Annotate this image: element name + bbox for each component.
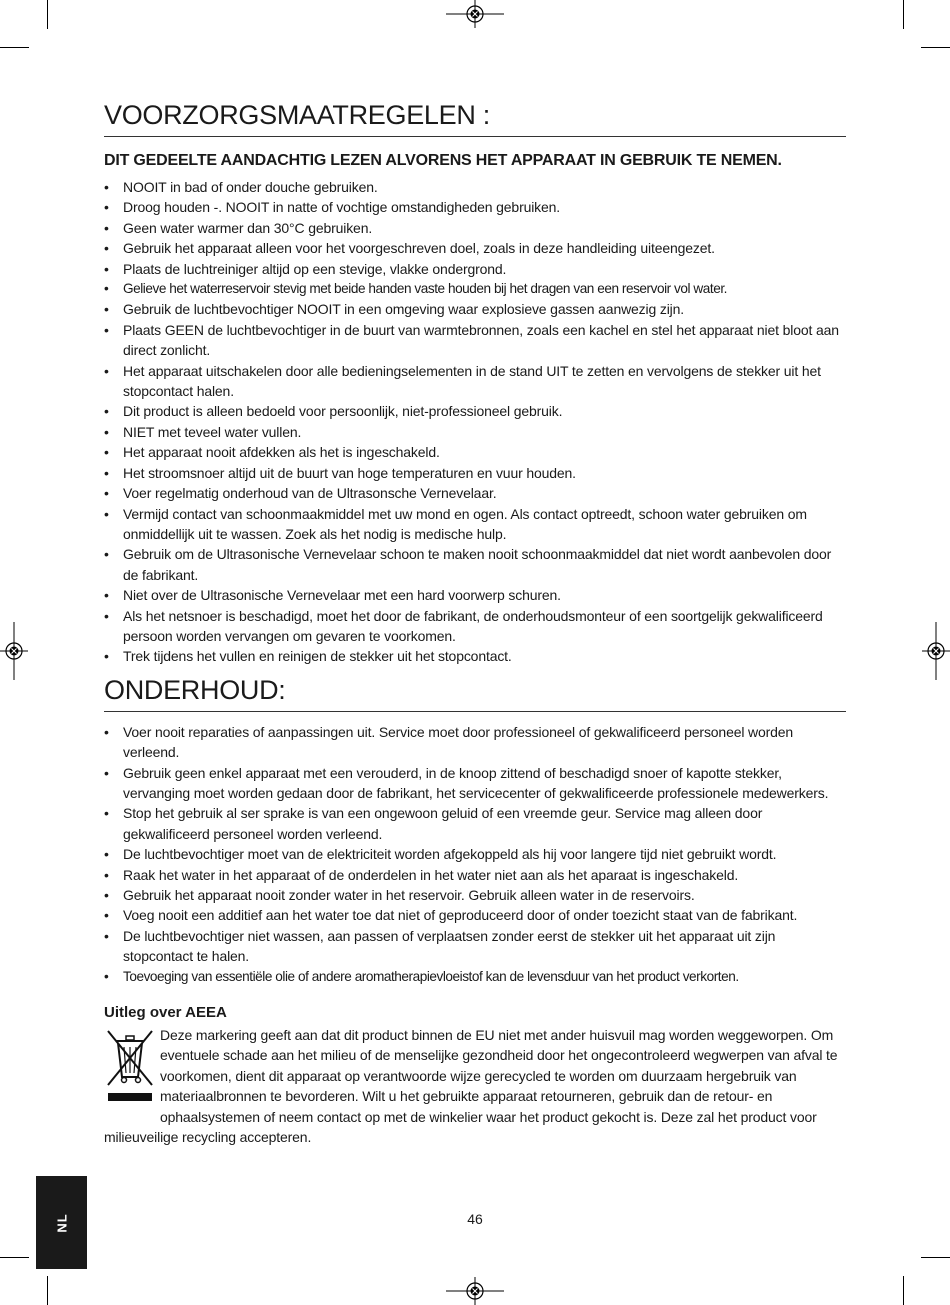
list-item: • Gebruik de luchtbevochtiger NOOIT in een omgeving waar explosieve gassen aanwezig zijn. (104, 299, 846, 319)
crop-mark (0, 1257, 29, 1258)
weee-title: Uitleg over AEEA (104, 1004, 227, 1022)
crop-mark (921, 1257, 950, 1258)
list-item: • Dit product is alleen bedoeld voor persoonlijk, niet-professioneel gebruik. (104, 401, 846, 421)
crop-mark (47, 0, 48, 29)
list-item: • Trek tijdens het vullen en reinigen de stekker uit het stopcontact. (104, 646, 846, 666)
list-item: • Droog houden -. NOOIT in natte of vochtige omstandigheden gebruiken. (104, 197, 846, 217)
crop-mark (0, 47, 29, 48)
crop-mark (903, 0, 904, 29)
list-item: • NOOIT in bad of onder douche gebruiken. (104, 177, 846, 197)
list-item: • Gebruik het apparaat alleen voor het voorgeschreven doel, zoals in deze handleiding uiteengezet. (104, 238, 846, 258)
precautions-title: VOORZORGSMAATREGELEN : (104, 98, 846, 137)
crop-mark (47, 1276, 48, 1305)
crop-mark (903, 1276, 904, 1305)
list-item: • Geen water warmer dan 30°C gebruiken. (104, 218, 846, 238)
list-item: • Niet over de Ultrasonische Vernevelaar met een hard voorwerp schuren. (104, 585, 846, 605)
list-item: • Voer nooit reparaties of aanpassingen uit. Service moet door professioneel of gekwalificeerd personeel worden verleend. (104, 722, 846, 763)
list-item: • Raak het water in het apparaat of de onderdelen in het water niet aan als het aparaat is ingeschakeld. (104, 865, 846, 885)
list-item: • Het stroomsnoer altijd uit de buurt van hoge temperaturen en vuur houden. (104, 463, 846, 483)
list-item: • Gelieve het waterreservoir stevig met beide handen vaste houden bij het dragen van een reservoir vol water. (104, 279, 846, 299)
page-content (104, 98, 846, 1147)
precautions-subtitle: DIT GEDEELTE AANDACHTIG LEZEN ALVORENS HET APPARAAT IN GEBRUIK TE NEMEN. (104, 152, 782, 169)
weee-notice (104, 1025, 846, 1147)
list-item: • Plaats GEEN de luchtbevochtiger in de buurt van warmtebronnen, zoals een kachel en stel het apparaat niet bloot aan direct zonlicht. (104, 320, 846, 361)
precautions-list (104, 177, 846, 667)
list-item: • Het apparaat uitschakelen door alle bedieningselementen in de stand UIT te zetten en vervolgens de stekker uit het stopcontact halen. (104, 361, 846, 402)
list-item: • Het apparaat nooit afdekken als het is ingeschakeld. (104, 442, 846, 462)
list-item: • De luchtbevochtiger moet van de elektriciteit worden afgekoppeld als hij voor langere tijd niet gebruikt wordt. (104, 844, 846, 864)
list-item: • NIET met teveel water vullen. (104, 422, 846, 442)
maintenance-title: ONDERHOUD: (104, 673, 846, 712)
maintenance-list (104, 722, 846, 987)
list-item: • Gebruik het apparaat nooit zonder water in het reservoir. Gebruik alleen water in de reservoirs. (104, 885, 846, 905)
crossed-out-bin-icon (104, 1027, 156, 1109)
language-label: NL (54, 1212, 69, 1233)
registration-mark-icon (446, 0, 504, 28)
crop-mark (921, 47, 950, 48)
list-item: • Gebruik om de Ultrasonische Vernevelaar schoon te maken nooit schoonmaakmiddel dat niet wordt aanbevolen door de fabrikant. (104, 544, 846, 585)
list-item: • Toevoeging van essentiële olie of andere aromatherapievloeistof kan de levensduur van het product verkorten. (104, 967, 846, 987)
list-item: • Plaats de luchtreiniger altijd op een stevige, vlakke ondergrond. (104, 259, 846, 279)
weee-text: Deze markering geeft aan dat dit product binnen de EU niet met ander huisvuil mag worden weggeworpen. Om eventuele schade aan het milieu of de menselijke gezondheid door het ongecontroleerd wegwerpen van afval te voorkomen, dient dit apparaat op verantwoorde wijze gerecycled te worden om duurzaam hergebruik van materiaalbronnen te bevorderen. Wilt u het gebruikte apparaat retourneren, gebruik dan de retour- en ophaalsystemen of neem contact op met de winkelier waar het product gekocht is. Deze zal het product voor milieuveilige recycling accepteren. (104, 1027, 838, 1146)
list-item: • De luchtbevochtiger niet wassen, aan passen of verplaatsen zonder eerst de stekker uit het apparaat uit zijn stopcontact te halen. (104, 926, 846, 967)
list-item: • Vermijd contact van schoonmaakmiddel met uw mond en ogen. Als contact optreedt, schoon water gebruiken om onmiddellijk uit te wassen. Zoek als het nodig is medische hulp. (104, 504, 846, 545)
page-number: 46 (467, 1211, 483, 1227)
maintenance-section (104, 673, 846, 987)
registration-mark-icon (0, 622, 28, 680)
registration-mark-icon (922, 622, 950, 680)
list-item: • Als het netsnoer is beschadigd, moet het door de fabrikant, de onderhoudsmonteur of een soortgelijk gekwalificeerd persoon worden vervangen om gevaren te voorkomen. (104, 606, 846, 647)
registration-mark-icon (446, 1277, 504, 1305)
list-item: • Voeg nooit een additief aan het water toe dat niet of geproduceerd door of onder toezicht staat van de fabrikant. (104, 905, 846, 925)
list-item: • Voer regelmatig onderhoud van de Ultrasonsche Vernevelaar. (104, 483, 846, 503)
list-item: • Stop het gebruik al ser sprake is van een ongewoon geluid of een vreemde geur. Service mag alleen door gekwalificeerd personeel worden verleend. (104, 803, 846, 844)
list-item: • Gebruik geen enkel apparaat met een verouderd, in de knoop zittend of beschadigd snoer of kapotte stekker, vervanging moet worden gedaan door de fabrikant, het servicecenter of gekwalificeerde professionele medewerkers. (104, 763, 846, 804)
